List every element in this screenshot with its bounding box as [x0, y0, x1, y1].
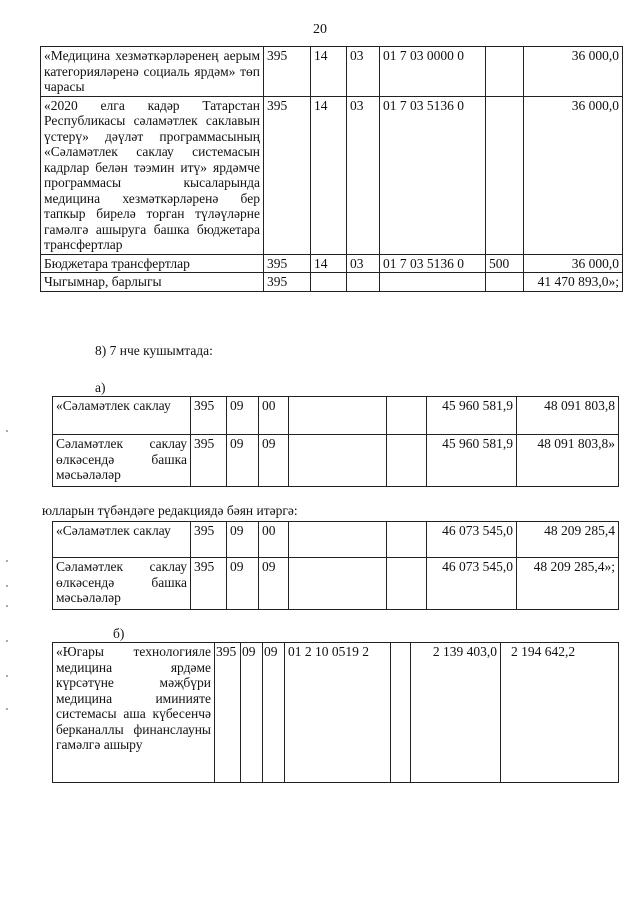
amount-2022: 48 091 803,8	[517, 397, 619, 435]
amount-2022: 48 091 803,8»	[517, 435, 619, 487]
expense-type	[387, 397, 427, 435]
expense-type	[387, 558, 427, 610]
row-description: Бюджетара трансфертлар	[41, 254, 264, 273]
expense-type	[387, 435, 427, 487]
section-code: 14	[311, 47, 347, 97]
margin-mark	[6, 605, 8, 607]
amount-2022: 48 209 285,4»;	[517, 558, 619, 610]
table-row	[53, 558, 619, 610]
subsection-code: 00	[259, 522, 289, 558]
table-row	[53, 643, 619, 783]
amount-2021: 46 073 545,0	[427, 522, 517, 558]
subsection-code	[347, 273, 380, 292]
table-row	[41, 96, 623, 254]
target-code: 01 2 10 0519 2	[285, 643, 391, 783]
subsection-code: 09	[259, 558, 289, 610]
margin-mark	[6, 640, 8, 642]
amount-2022: 2 194 642,2	[501, 643, 619, 783]
instruction-text: юлларын түбәндәге редакциядә бәян итәргә:	[42, 503, 298, 518]
subsection-code: 09	[263, 643, 285, 783]
ministry-code: 395	[191, 558, 227, 610]
section-code: 09	[227, 522, 259, 558]
ministry-code: 395	[264, 96, 311, 254]
table-row	[53, 397, 619, 435]
section-code: 09	[227, 558, 259, 610]
row-description: «2020 елга кадәр Татарстан Республикасы сәламәтлек саклавын үстерү» дәүләт программасының «Сәламәтлек саклау системасын кадрлар белән тәэмин итү» ярдәмче программасы кысаларында медицина хезмәткәрләренә бер тапкыр бирелә торган түләүләрне гамәлгә ашыруга башка бюджетара трансфертлар	[41, 96, 264, 254]
expense-type	[391, 643, 411, 783]
section-code: 09	[227, 397, 259, 435]
section-code: 09	[241, 643, 263, 783]
row-description: «Медицина хезмәткәрләренең аерым категорияләренә социаль ярдәм» төп чарасы	[41, 47, 264, 97]
row-description: Чыгымнар, барлыгы	[41, 273, 264, 292]
amount: 36 000,0	[524, 47, 623, 97]
section-code: 14	[311, 254, 347, 273]
section-code: 14	[311, 96, 347, 254]
subsection-label-b: б)	[113, 626, 125, 641]
amount-2021: 45 960 581,9	[427, 435, 517, 487]
ministry-code: 395	[264, 47, 311, 97]
ministry-code: 395	[191, 397, 227, 435]
section-heading: 8) 7 нче кушымтада:	[95, 343, 213, 358]
expense-type	[486, 273, 524, 292]
table-row	[53, 435, 619, 487]
target-code	[289, 522, 387, 558]
margin-mark	[6, 708, 8, 710]
budget-table-2	[52, 396, 619, 487]
row-description: Сәламәтлек саклау өлкәсендә башка мәсьәләләр	[53, 558, 191, 610]
expense-type	[387, 522, 427, 558]
target-code	[380, 273, 486, 292]
table-row	[41, 47, 623, 97]
expense-type	[486, 96, 524, 254]
subsection-code: 09	[259, 435, 289, 487]
ministry-code: 395	[191, 435, 227, 487]
amount-2022: 48 209 285,4	[517, 522, 619, 558]
subsection-label-a: а)	[95, 380, 106, 395]
expense-type	[486, 47, 524, 97]
margin-mark	[6, 585, 8, 587]
ministry-code: 395	[215, 643, 241, 783]
subsection-code: 00	[259, 397, 289, 435]
section-code	[311, 273, 347, 292]
subsection-code: 03	[347, 47, 380, 97]
section-code: 09	[227, 435, 259, 487]
table-row	[53, 522, 619, 558]
target-code: 01 7 03 5136 0	[380, 254, 486, 273]
row-description: «Сәламәтлек саклау	[53, 397, 191, 435]
amount: 36 000,0	[524, 254, 623, 273]
target-code: 01 7 03 5136 0	[380, 96, 486, 254]
table-row	[41, 254, 623, 273]
amount: 36 000,0	[524, 96, 623, 254]
margin-mark	[6, 430, 8, 432]
subsection-code: 03	[347, 96, 380, 254]
ministry-code: 395	[264, 273, 311, 292]
subsection-code: 03	[347, 254, 380, 273]
budget-table-4	[52, 642, 619, 783]
target-code	[289, 558, 387, 610]
amount: 41 470 893,0»;	[524, 273, 623, 292]
amount-2021: 2 139 403,0	[411, 643, 501, 783]
target-code	[289, 435, 387, 487]
ministry-code: 395	[191, 522, 227, 558]
margin-mark	[6, 675, 8, 677]
amount-2021: 45 960 581,9	[427, 397, 517, 435]
row-description: «Сәламәтлек саклау	[53, 522, 191, 558]
page-number: 20	[313, 22, 327, 37]
target-code: 01 7 03 0000 0	[380, 47, 486, 97]
target-code	[289, 397, 387, 435]
table-row	[41, 273, 623, 292]
budget-table-3	[52, 521, 619, 610]
budget-table-1	[40, 46, 623, 292]
row-description: Сәламәтлек саклау өлкәсендә башка мәсьәләләр	[53, 435, 191, 487]
ministry-code: 395	[264, 254, 311, 273]
amount-2021: 46 073 545,0	[427, 558, 517, 610]
margin-mark	[6, 560, 8, 562]
expense-type: 500	[486, 254, 524, 273]
row-description: «Югары технологияле медицина ярдәме күрсәтүне мәҗбүри медицина иминияте системасы аша күбесенчә берканаллы финанслауны гамәлгә ашыру	[53, 643, 215, 783]
